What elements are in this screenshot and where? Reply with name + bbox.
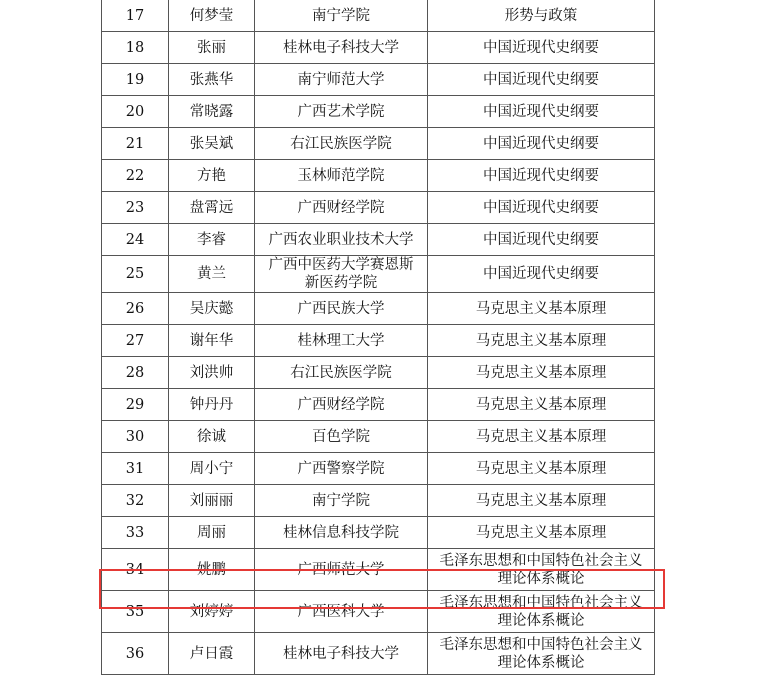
name-cell: 张丽 bbox=[169, 32, 255, 64]
name-cell: 常晓露 bbox=[169, 96, 255, 128]
course-cell: 毛泽东思想和中国特色社会主义 理论体系概论 bbox=[428, 633, 655, 675]
number-cell: 33 bbox=[102, 517, 169, 549]
number-cell: 28 bbox=[102, 357, 169, 389]
name-cell: 钟丹丹 bbox=[169, 389, 255, 421]
number-cell: 30 bbox=[102, 421, 169, 453]
name-cell: 徐诚 bbox=[169, 421, 255, 453]
course-cell: 马克思主义基本原理 bbox=[428, 453, 655, 485]
table-row bbox=[102, 0, 655, 32]
number-cell: 25 bbox=[102, 256, 169, 293]
name-cell: 李睿 bbox=[169, 224, 255, 256]
school-cell: 广西财经学院 bbox=[255, 192, 428, 224]
number-cell: 24 bbox=[102, 224, 169, 256]
school-cell: 右江民族医学院 bbox=[255, 128, 428, 160]
roster-table-body bbox=[102, 0, 655, 675]
school-cell: 桂林理工大学 bbox=[255, 325, 428, 357]
table-row bbox=[102, 192, 655, 224]
table-row bbox=[102, 256, 655, 293]
school-cell: 桂林电子科技大学 bbox=[255, 32, 428, 64]
number-cell: 34 bbox=[102, 549, 169, 591]
name-cell: 盘霄远 bbox=[169, 192, 255, 224]
school-cell: 南宁学院 bbox=[255, 485, 428, 517]
name-cell: 谢年华 bbox=[169, 325, 255, 357]
table-row bbox=[102, 633, 655, 675]
number-cell: 21 bbox=[102, 128, 169, 160]
name-cell: 周丽 bbox=[169, 517, 255, 549]
name-cell: 吴庆懿 bbox=[169, 293, 255, 325]
table-row bbox=[102, 421, 655, 453]
school-cell: 右江民族医学院 bbox=[255, 357, 428, 389]
course-cell: 中国近现代史纲要 bbox=[428, 128, 655, 160]
course-cell: 马克思主义基本原理 bbox=[428, 293, 655, 325]
school-cell: 广西警察学院 bbox=[255, 453, 428, 485]
course-cell: 毛泽东思想和中国特色社会主义 理论体系概论 bbox=[428, 591, 655, 633]
school-cell: 广西中医药大学赛恩斯 新医药学院 bbox=[255, 256, 428, 293]
table-row bbox=[102, 64, 655, 96]
table-row bbox=[102, 485, 655, 517]
table-row bbox=[102, 293, 655, 325]
course-cell: 中国近现代史纲要 bbox=[428, 256, 655, 293]
table-row bbox=[102, 325, 655, 357]
number-cell: 22 bbox=[102, 160, 169, 192]
table-row bbox=[102, 357, 655, 389]
number-cell: 23 bbox=[102, 192, 169, 224]
school-cell: 广西医科大学 bbox=[255, 591, 428, 633]
number-cell: 36 bbox=[102, 633, 169, 675]
course-cell: 中国近现代史纲要 bbox=[428, 96, 655, 128]
table-row bbox=[102, 96, 655, 128]
number-cell: 32 bbox=[102, 485, 169, 517]
table-row bbox=[102, 160, 655, 192]
course-cell: 马克思主义基本原理 bbox=[428, 357, 655, 389]
course-cell: 中国近现代史纲要 bbox=[428, 192, 655, 224]
name-cell: 张燕华 bbox=[169, 64, 255, 96]
course-cell: 中国近现代史纲要 bbox=[428, 160, 655, 192]
table-row bbox=[102, 549, 655, 591]
number-cell: 31 bbox=[102, 453, 169, 485]
name-cell: 姚鹏 bbox=[169, 549, 255, 591]
name-cell: 方艳 bbox=[169, 160, 255, 192]
course-cell: 形势与政策 bbox=[428, 0, 655, 32]
name-cell: 周小宁 bbox=[169, 453, 255, 485]
name-cell: 刘婷婷 bbox=[169, 591, 255, 633]
number-cell: 29 bbox=[102, 389, 169, 421]
number-cell: 27 bbox=[102, 325, 169, 357]
school-cell: 玉林师范学院 bbox=[255, 160, 428, 192]
name-cell: 何梦莹 bbox=[169, 0, 255, 32]
number-cell: 20 bbox=[102, 96, 169, 128]
number-cell: 35 bbox=[102, 591, 169, 633]
school-cell: 广西师范大学 bbox=[255, 549, 428, 591]
course-cell: 中国近现代史纲要 bbox=[428, 64, 655, 96]
number-cell: 17 bbox=[102, 0, 169, 32]
course-cell: 马克思主义基本原理 bbox=[428, 325, 655, 357]
name-cell: 张吴斌 bbox=[169, 128, 255, 160]
table-row bbox=[102, 224, 655, 256]
course-cell: 马克思主义基本原理 bbox=[428, 485, 655, 517]
course-cell: 中国近现代史纲要 bbox=[428, 32, 655, 64]
name-cell: 刘洪帅 bbox=[169, 357, 255, 389]
table-row bbox=[102, 128, 655, 160]
course-cell: 马克思主义基本原理 bbox=[428, 389, 655, 421]
school-cell: 南宁学院 bbox=[255, 0, 428, 32]
school-cell: 桂林信息科技学院 bbox=[255, 517, 428, 549]
school-cell: 广西民族大学 bbox=[255, 293, 428, 325]
course-cell: 马克思主义基本原理 bbox=[428, 517, 655, 549]
name-cell: 刘丽丽 bbox=[169, 485, 255, 517]
table-row bbox=[102, 517, 655, 549]
table-row bbox=[102, 453, 655, 485]
school-cell: 广西农业职业技术大学 bbox=[255, 224, 428, 256]
school-cell: 广西艺术学院 bbox=[255, 96, 428, 128]
name-cell: 卢日霞 bbox=[169, 633, 255, 675]
table-row bbox=[102, 591, 655, 633]
school-cell: 桂林电子科技大学 bbox=[255, 633, 428, 675]
table-row bbox=[102, 32, 655, 64]
school-cell: 百色学院 bbox=[255, 421, 428, 453]
number-cell: 26 bbox=[102, 293, 169, 325]
school-cell: 南宁师范大学 bbox=[255, 64, 428, 96]
number-cell: 19 bbox=[102, 64, 169, 96]
roster-table bbox=[101, 0, 655, 675]
course-cell: 中国近现代史纲要 bbox=[428, 224, 655, 256]
course-cell: 毛泽东思想和中国特色社会主义 理论体系概论 bbox=[428, 549, 655, 591]
school-cell: 广西财经学院 bbox=[255, 389, 428, 421]
course-cell: 马克思主义基本原理 bbox=[428, 421, 655, 453]
table-row bbox=[102, 389, 655, 421]
number-cell: 18 bbox=[102, 32, 169, 64]
name-cell: 黄兰 bbox=[169, 256, 255, 293]
